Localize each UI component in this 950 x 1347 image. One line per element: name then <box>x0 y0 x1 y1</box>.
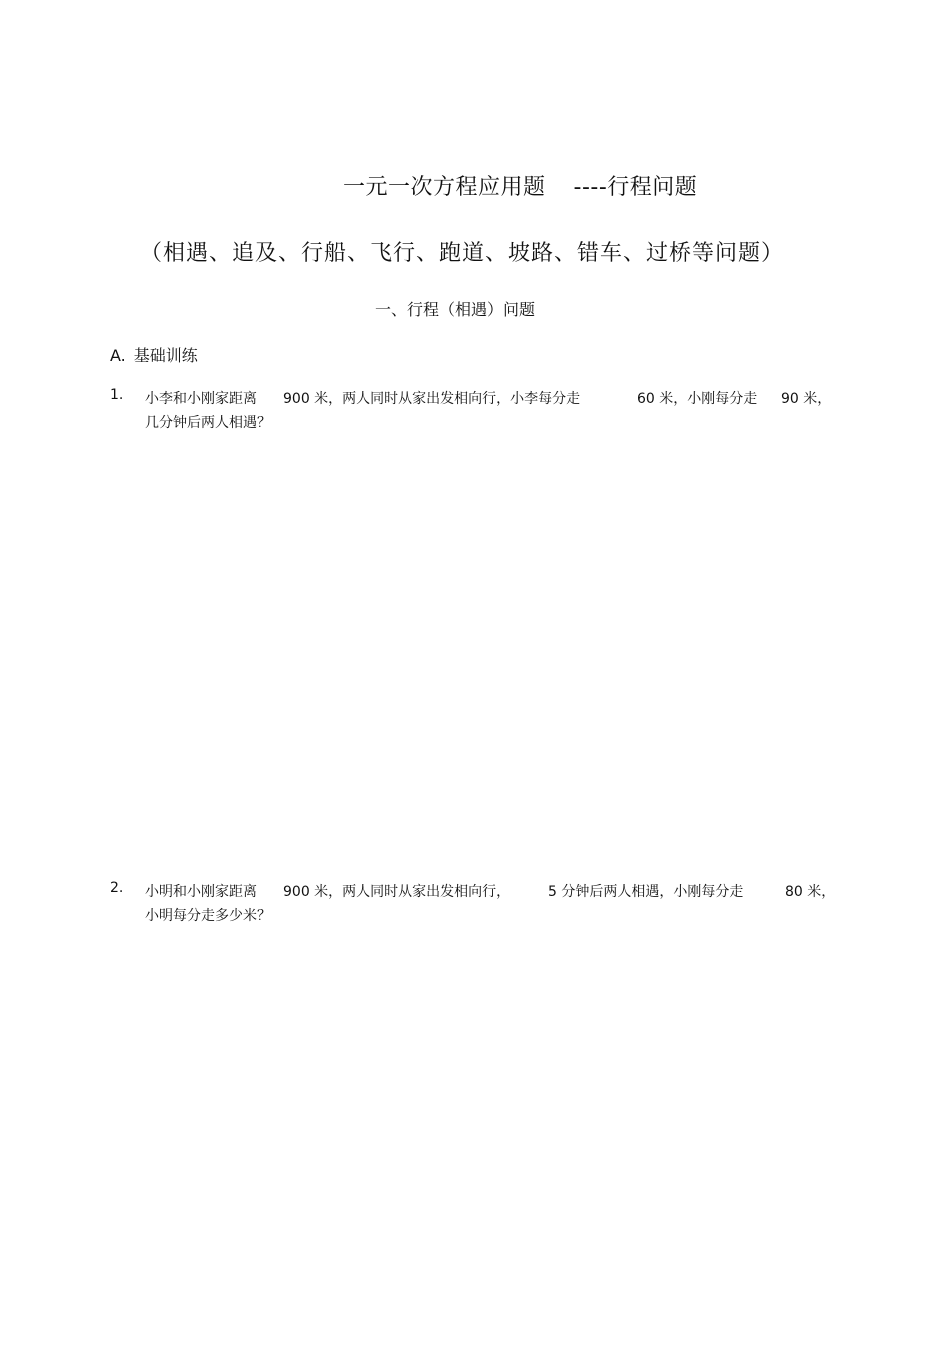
question-line-2 <box>110 411 830 435</box>
page-title <box>343 170 697 201</box>
question-text-segment: 5 分钟后两人相遇，小刚每分走 <box>548 884 744 900</box>
question-number: 2. <box>110 880 124 896</box>
question-text-segment: 小李和小刚家距离 <box>145 391 257 407</box>
section-heading: 一、行程（相遇）问题 <box>375 300 536 319</box>
question-text-segment: 900 米，两人同时从家出发相向行，小李每分走 <box>283 391 581 407</box>
question-text-segment: 小明和小刚家距离 <box>145 884 257 900</box>
title-main: 一元一次方程应用题 <box>343 175 546 200</box>
subsection-label: 基础训练 <box>133 346 198 365</box>
question-text-segment: 80 米， <box>785 884 836 900</box>
subsection-letter: A. <box>110 346 126 365</box>
question-text-segment: 90 米， <box>781 391 832 407</box>
question-number: 1. <box>110 387 124 403</box>
question-2 <box>110 880 836 928</box>
question-text-segment: 几分钟后两人相遇？ <box>145 415 271 431</box>
question-1 <box>110 387 830 435</box>
question-text-segment: 60 米，小刚每分走 <box>637 391 758 407</box>
question-line-2 <box>110 904 830 928</box>
subsection-heading <box>110 343 198 366</box>
question-text-segment: 小明每分走多少米？ <box>145 908 271 924</box>
question-line-1 <box>110 880 836 904</box>
page-subtitle: （相遇、追及、行船、飞行、跑道、坡路、错车、过桥等问题） <box>140 241 785 266</box>
title-suffix: ----行程问题 <box>573 175 698 200</box>
question-line-1 <box>110 387 830 411</box>
question-text-segment: 900 米，两人同时从家出发相向行， <box>283 884 511 900</box>
